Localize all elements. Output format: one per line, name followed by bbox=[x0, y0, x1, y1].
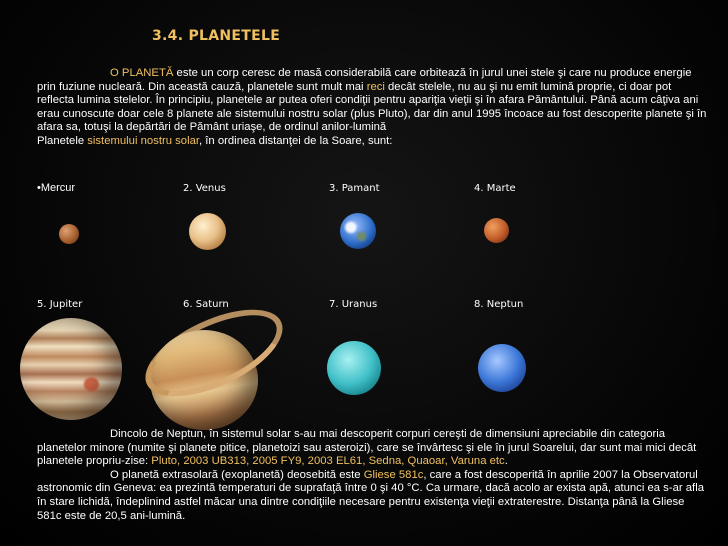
intro-text-2: decât stelele, nu au şi nu emit lumină proprie, ci doar pot reflecta lumina stelelor. În principiu, planetele ar putea oferi condiţii pentru apariţia vieţii şi în afara Pământului. Până acum câţiva ani erau cunoscute doar cele 8 planete ale sistemului nostru solar (plus Pluto), dar din anul 1995 încoace au fost descoperite planete şi în afara sa, totuşi la depărtări de Pământ uriaşe, de ordinul anilor-lumină bbox=[37, 80, 707, 134]
outro-paragraph bbox=[37, 428, 709, 523]
planet-label-saturn: 6. Saturn bbox=[183, 299, 229, 310]
planet-label-mercur: •Mercur bbox=[37, 182, 76, 194]
intro-paragraph bbox=[37, 67, 709, 149]
mercury-image bbox=[59, 224, 79, 244]
list-intro-prefix: Planetele bbox=[37, 134, 88, 147]
planet-label-venus: 2. Venus bbox=[183, 183, 226, 194]
outro-text-3: , care a fost descoperită în aprilie 2007 la Observatorul astronomic din Geneva: ea prezintă temperaturi de suprafaţă între 0 şi 40 °C. Ca urmare, dacă acolo ar exista apă, atunci ea s-ar afla în stare lichidă, îndeplinind astfel măcar una dintre condiţiile necesare pentru existenţa vieţii extraterestre. Distanţa până la Gliese 581c este de 20,5 ani-lumină. bbox=[37, 468, 704, 522]
planet-label-marte: 4. Marte bbox=[474, 183, 516, 194]
solar-system-link[interactable]: sistemului nostru solar bbox=[87, 134, 200, 147]
planet-term: O PLANETĂ bbox=[110, 67, 174, 79]
planet-label-pamant: 3. Pamant bbox=[329, 183, 380, 194]
outro-text-2: O planetă extrasolară (exoplanetă) deosebită este bbox=[110, 468, 364, 481]
neptune-image bbox=[478, 344, 526, 392]
venus-image bbox=[189, 213, 226, 250]
planet-label-jupiter: 5. Jupiter bbox=[37, 299, 83, 310]
planet-label-uranus: 7. Uranus bbox=[329, 299, 378, 310]
dwarf-planets-link[interactable]: Pluto, 2003 UB313, 2005 FY9, 2003 EL61, Sedna, Quaoar, Varuna etc bbox=[151, 455, 505, 468]
page-title: 3.4. PLANETELE bbox=[152, 28, 281, 44]
planet-label-neptun: 8. Neptun bbox=[474, 299, 524, 310]
gliese-link[interactable]: Gliese 581c bbox=[363, 468, 424, 481]
outro-text-1-end: . bbox=[504, 455, 508, 468]
list-intro-suffix: , în ordinea distanţei de la Soare, sunt: bbox=[199, 134, 393, 147]
jupiter-image bbox=[20, 318, 122, 420]
intro-text-1: este un corp ceresc de masă considerabilă care orbitează în jurul unei stele şi care nu produce energie prin fuziune nucleară. Din această cauză, planetele sunt mult mai bbox=[37, 67, 692, 93]
reci-link[interactable]: reci bbox=[366, 80, 385, 93]
mars-image bbox=[484, 218, 509, 243]
outro-text-1: Dincolo de Neptun, în sistemul solar s-au mai descoperit corpuri cereşti de dimensiuni apreciabile din categoria planetelor minore (numite şi planete pitice, planetoizi sau asteroizi), care se învârtesc şi ele în jurul Soarelui, dar sunt mai mici decât planetele propriu-zise: bbox=[37, 428, 697, 468]
uranus-image bbox=[327, 341, 381, 395]
earth-image bbox=[340, 213, 376, 249]
